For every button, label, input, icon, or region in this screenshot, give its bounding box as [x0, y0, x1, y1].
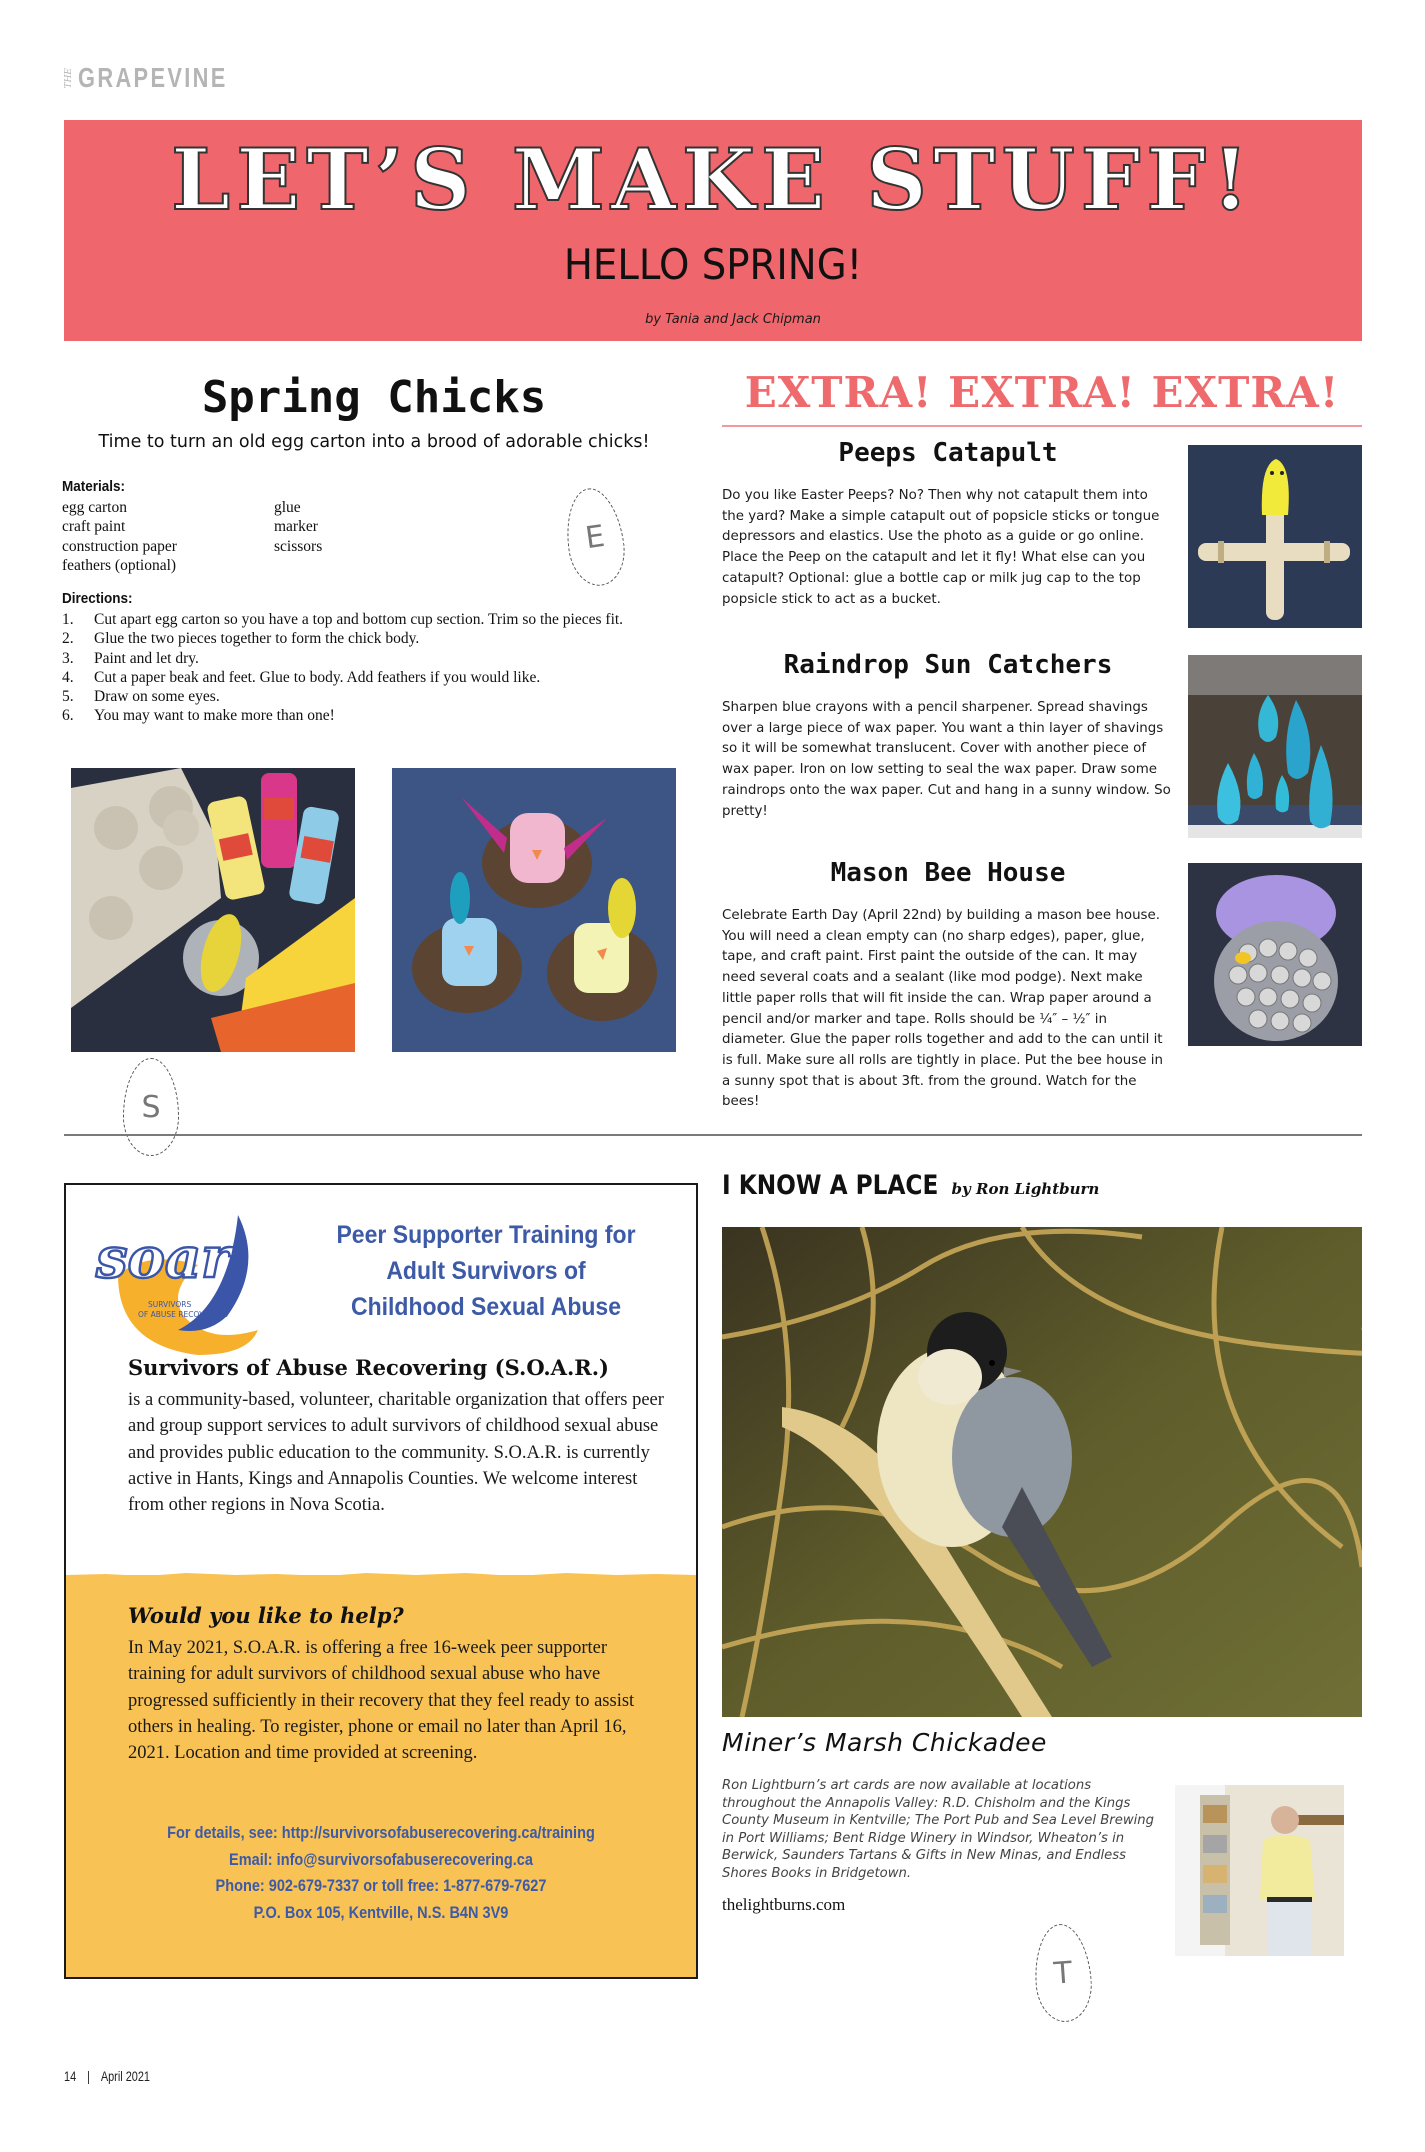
headline-line: Peer Supporter Training for [336, 1221, 636, 1249]
materials-list-1 [62, 498, 177, 575]
i-know-a-place-byline: by Ron Lightburn [951, 1180, 1100, 1198]
soar-contact-info [66, 1820, 696, 1926]
masthead-name: GRAPEVINE [78, 62, 228, 93]
page-title: LET’S MAKE STUFF! [171, 130, 1255, 229]
chickadee-painting [722, 1227, 1362, 1717]
extra-title: EXTRA! EXTRA! EXTRA! [744, 368, 1340, 417]
page-number: 14 [64, 2068, 77, 2084]
mason-bee-house-photo [1188, 863, 1362, 1046]
address-line: P.O. Box 105, Kentville, N.S. B4N 3V9 [253, 1903, 509, 1922]
material-item: marker [274, 518, 318, 536]
soar-advertisement [64, 1183, 698, 1979]
mason-bee-house-text: Celebrate Earth Day (April 22nd) by building a mason bee house. You will need a clean empty can (no sharp edges), paper, glue, tape, and craft paint. First paint the outside of the can. It may need several coats and a sealant (like mod podge). Next make little paper rolls that will fit inside the can. Wrap paper around a pencil and/or marker and tape. Rolls should be ¼″ – ½″ in diameter. Glue the paper rolls together and add to the can until it is full. Make sure all rolls are tightly in place. Put the bee house in a sunny spot that is about 3ft. from the ground. Watch for the bees! [722, 908, 1163, 1110]
directions-list [62, 610, 692, 726]
step-text: Paint and let dry. [94, 649, 199, 667]
peeps-catapult-photo [1188, 445, 1362, 628]
step-number: 6. [62, 707, 74, 725]
directions-heading: Directions: [62, 590, 133, 607]
footer-separator: | [87, 2068, 90, 2084]
material-item: feathers (optional) [62, 556, 177, 574]
mason-bee-house-title: Mason Bee House [830, 858, 1066, 888]
i-know-a-place-title: I KNOW A PLACE [722, 1170, 939, 1201]
chicks-photo [392, 768, 676, 1052]
raindrop-sun-catchers-body: Sharpen blue crayons with a pencil sharpener. Spread shavings over a large piece of wax paper. You want a thin layer of shavings so it will be somewhat translucent. Cover with another piece of wax paper. Iron on low setting to seal the wax paper. Draw some raindrops onto the wax paper. Cut and hang in a sunny window. So pretty! [722, 700, 1171, 819]
direction-step [62, 706, 692, 725]
page-footer [64, 2068, 150, 2084]
extra-divider [722, 425, 1362, 427]
email-link[interactable]: Email: info@survivorsofabuserecovering.ca [229, 1850, 533, 1869]
headline-line: Adult Survivors of [386, 1257, 586, 1285]
materials-list-2 [274, 498, 322, 556]
headline-line: Childhood Sexual Abuse [350, 1293, 622, 1321]
painting-title: Miner’s Marsh Chickadee [722, 1728, 1047, 1757]
ron-lightburn-photo [1175, 1785, 1344, 1956]
masthead-the: THE [64, 67, 74, 89]
raindrop-sun-catchers-title: Raindrop Sun Catchers [783, 650, 1113, 680]
peeps-catapult-title: Peeps Catapult [838, 438, 1058, 468]
step-number: 2. [62, 630, 74, 648]
direction-step [62, 629, 692, 648]
step-number: 3. [62, 649, 74, 667]
soar-logo [88, 1205, 288, 1360]
soar-org-name: Survivors of Abuse Recovering (S.O.A.R.) [128, 1355, 609, 1380]
step-text: Cut a paper beak and feet. Glue to body. Add feathers if you would like. [94, 668, 541, 686]
soar-help-body: In May 2021, S.O.A.R. is offering a free 16-week peer supporter training for adult survivors of childhood sexual abuse who have progressed sufficiently in their recovery that they feel ready to assist others in healing. To register, phone or email no later than April 16, 2021. Location and time provided at screening. [128, 1638, 635, 1764]
logo-tagline-2: OF ABUSE RECOVERING [138, 1310, 228, 1319]
raindrop-sun-catchers-photo [1188, 655, 1362, 838]
logo-tagline-1: SURVIVORS [148, 1300, 192, 1309]
materials-photo [71, 768, 355, 1052]
soar-description: is a community-based, volunteer, charitable organization that offers peer and group support services to adult survivors of childhood sexual abuse and provides public education to the community. S.O.A.R. is currently active in Hants, Kings and Annapolis Counties. We welcome interest from other regions in Nova Scotia. [128, 1390, 664, 1516]
material-item: craft paint [62, 518, 126, 536]
direction-step [62, 649, 692, 668]
soar-headline [311, 1217, 661, 1325]
direction-step [62, 687, 692, 706]
title-banner [64, 120, 1362, 341]
soar-help-heading: Would you like to help? [128, 1603, 404, 1628]
egg-hunt-letter-s [123, 1058, 179, 1156]
page-byline: by Tania and Jack Chipman [645, 312, 821, 327]
materials-heading: Materials: [62, 478, 126, 495]
masthead-logo [64, 62, 270, 94]
spring-chicks-title: Spring Chicks [201, 372, 547, 423]
material-item: construction paper [62, 537, 177, 555]
peeps-catapult-body: Do you like Easter Peeps? No? Then why not catapult them into the yard? Make a simple catapult out of popsicle sticks or tongue depressors and elastics. Use the photo as a guide or go online. Place the Peep on the catapult and let it fly! What else can you catapult? Optional: glue a bottle cap or milk jug cap to the top popsicle stick to act as a bucket. [722, 488, 1160, 607]
material-item: scissors [274, 537, 323, 555]
page-subtitle: HELLO SPRING! [563, 240, 863, 289]
spring-chicks-intro: Time to turn an old egg carton into a brood of adorable chicks! [98, 432, 650, 452]
step-text: Draw on some eyes. [94, 688, 220, 706]
phone-line: Phone: 902-679-7337 or toll free: 1-877-679-7627 [215, 1877, 547, 1895]
details-link[interactable]: For details, see: http://survivorsofabuserecovering.ca/training [167, 1824, 595, 1842]
issue-date: April 2021 [100, 2068, 151, 2084]
material-item: egg carton [62, 499, 127, 516]
direction-step [62, 610, 692, 629]
direction-step [62, 668, 692, 687]
step-text: You may want to make more than one! [94, 707, 335, 725]
torn-paper-edge [66, 1567, 696, 1581]
step-text: Cut apart egg carton so you have a top and bottom cup section. Trim so the pieces fit. [94, 611, 624, 628]
egg-letter: S [141, 1089, 161, 1125]
material-item: glue [274, 499, 301, 516]
art-cards-info: Ron Lightburn’s art cards are now available at locations throughout the Annapolis Valley: R.D. Chisholm and the Kings County Museum in Kentville; The Port Pub and Sea Level Brewing in Port Williams; Bent Ridge Winery in Windsor, Wheaton’s in Berwick, Saunders Tartans & Gifts in New Minas, and Endless Shores Books in Bridgetown. [722, 1778, 1155, 1881]
logo-word: soar [96, 1225, 231, 1291]
step-number: 4. [62, 668, 74, 686]
step-number: 5. [62, 688, 74, 706]
egg-letter: T [1052, 1954, 1074, 1992]
step-number: 1. [62, 611, 74, 628]
egg-hunt-letter-t [1032, 1922, 1095, 2024]
egg-letter: E [583, 518, 607, 556]
section-divider [64, 1134, 1362, 1136]
step-text: Glue the two pieces together to form the chick body. [94, 630, 420, 648]
website-link[interactable]: thelightburns.com [722, 1895, 846, 1914]
i-know-a-place-heading [722, 1170, 1099, 1201]
egg-hunt-letter-e [560, 485, 629, 590]
